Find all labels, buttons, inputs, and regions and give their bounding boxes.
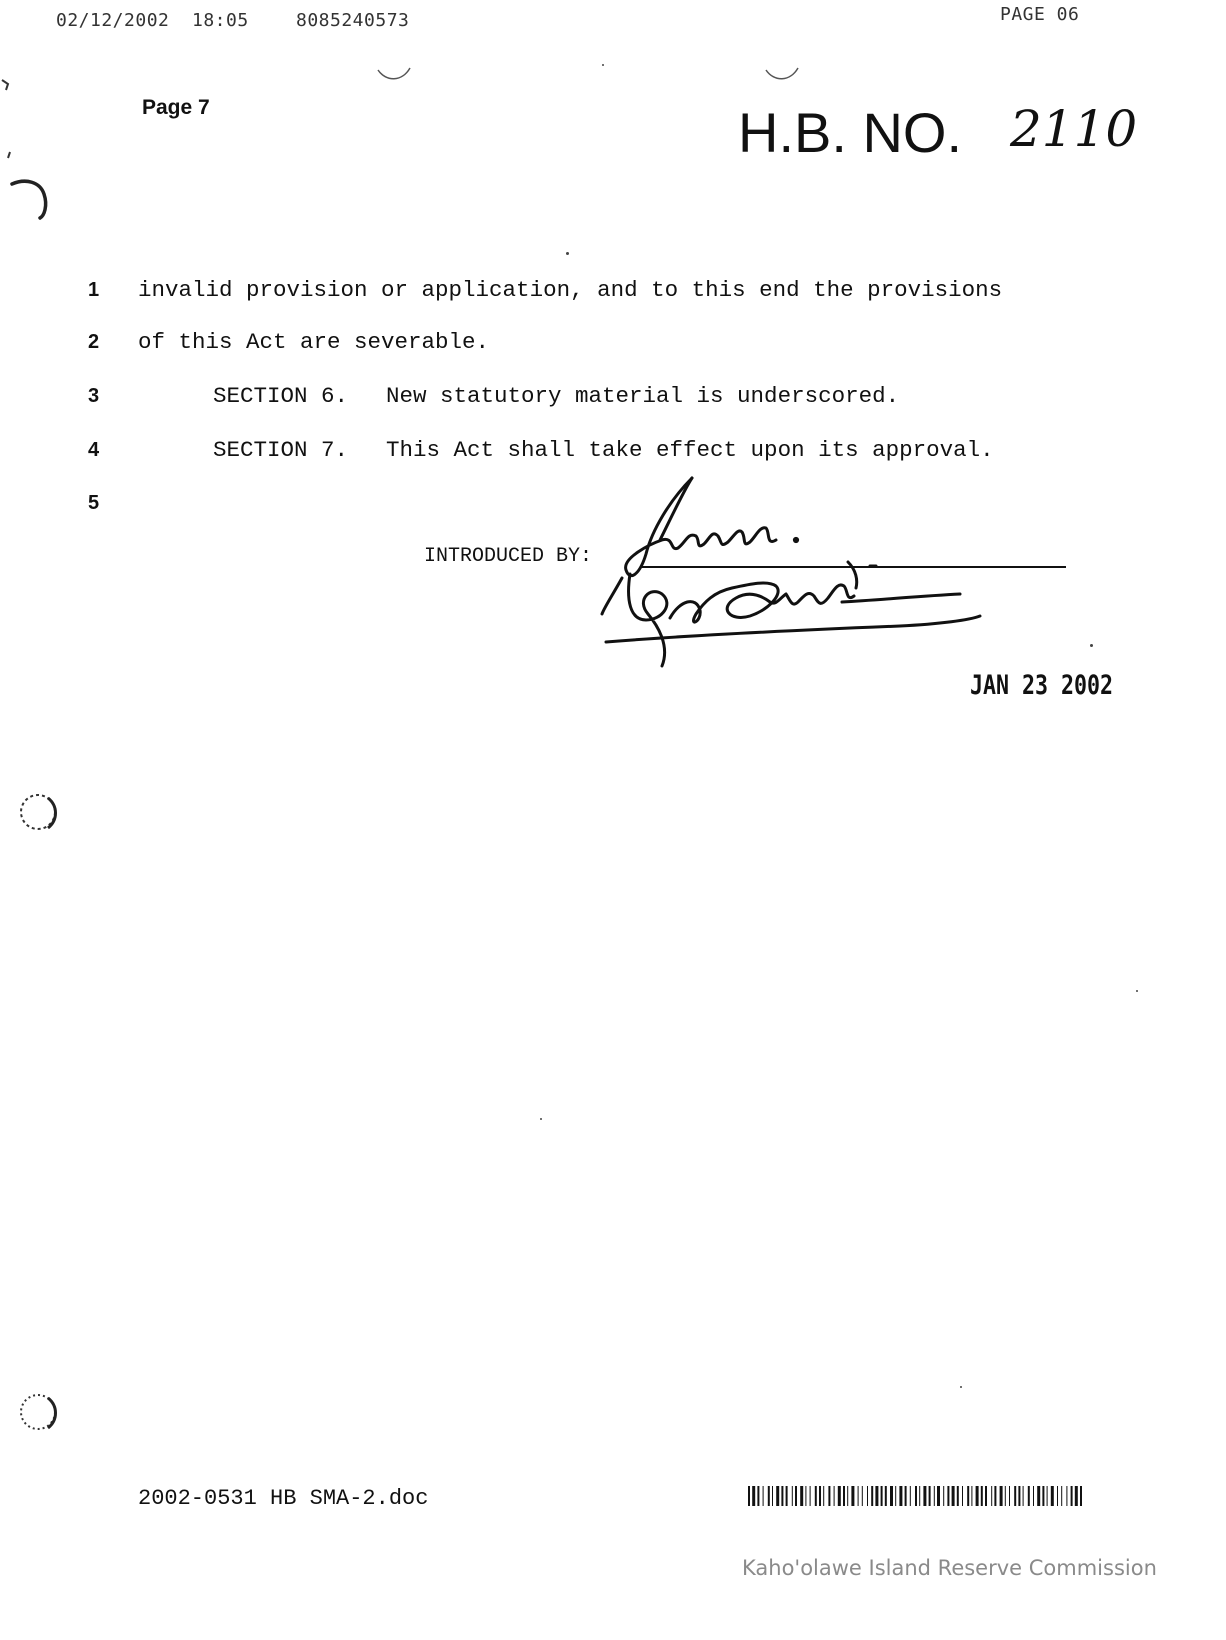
- barcode-bar: [781, 1486, 783, 1506]
- barcode-bar: [899, 1486, 902, 1506]
- barcode-bar: [1071, 1486, 1073, 1506]
- scan-speck: [566, 252, 569, 255]
- scan-speck: [1136, 990, 1138, 992]
- barcode-bar: [937, 1486, 940, 1506]
- barcode-bar: [1028, 1486, 1030, 1506]
- barcode-bar: [752, 1486, 755, 1506]
- barcode-bar: [1075, 1486, 1078, 1506]
- barcode-bar: [768, 1486, 770, 1506]
- barcode-bar: [1051, 1486, 1054, 1506]
- barcode-bar: [976, 1486, 979, 1506]
- signature-2: [602, 562, 960, 666]
- barcode-bar: [971, 1486, 972, 1506]
- fax-page-number: PAGE 06: [1000, 4, 1080, 25]
- barcode-bar: [952, 1486, 955, 1506]
- barcode-bar: [934, 1486, 935, 1506]
- barcode-bar: [834, 1486, 835, 1506]
- scan-speck: [1090, 644, 1093, 647]
- line-number: 2: [88, 331, 100, 353]
- barcode-bar: [828, 1486, 830, 1506]
- introduced-by-label: INTRODUCED BY:: [424, 545, 593, 568]
- barcode-bar: [905, 1486, 907, 1506]
- barcode-bar: [943, 1486, 944, 1506]
- barcode-bar: [795, 1486, 797, 1506]
- barcode-bar: [947, 1486, 949, 1506]
- section-label: SECTION 6.: [213, 383, 349, 409]
- bill-number: 2110: [1010, 100, 1138, 158]
- barcode-bar: [862, 1486, 863, 1506]
- barcode-bar: [1009, 1486, 1010, 1506]
- barcode-bar: [843, 1486, 845, 1506]
- barcode-bar: [957, 1486, 959, 1506]
- barcode-bar: [858, 1486, 859, 1506]
- barcode-bar: [962, 1486, 963, 1506]
- barcode-bar: [776, 1486, 779, 1506]
- barcode-bar: [792, 1486, 793, 1506]
- barcode-bar: [1080, 1486, 1082, 1506]
- fax-time: 18:05: [192, 10, 249, 31]
- barcode-bar: [847, 1486, 848, 1506]
- line-number: 1: [88, 279, 100, 301]
- barcode-bar: [871, 1486, 873, 1506]
- barcode-bar: [1042, 1486, 1044, 1506]
- barcode-bar: [981, 1486, 983, 1506]
- barcode-bar: [819, 1486, 821, 1506]
- barcode-bar: [1047, 1486, 1048, 1506]
- punch-hole-mark: [14, 1388, 64, 1438]
- barcode-bar: [1066, 1486, 1067, 1506]
- document-id: 2002-0531 HB SMA-2.doc: [138, 1486, 429, 1511]
- barcode-bar: [772, 1486, 773, 1506]
- scan-speck: [960, 1386, 962, 1388]
- barcode-bar: [1061, 1486, 1062, 1506]
- line-text: of this Act are severable.: [138, 329, 490, 355]
- section-label: SECTION 7.: [213, 437, 349, 463]
- barcode-bar: [919, 1486, 920, 1506]
- barcode-bar: [1057, 1486, 1058, 1506]
- page-label: Page 7: [142, 96, 210, 119]
- signature-1: [626, 478, 776, 576]
- bill-title: H.B. NO.: [738, 101, 963, 164]
- barcode-bar: [890, 1486, 893, 1506]
- barcode-bar: [985, 1486, 987, 1506]
- line-number: 3: [88, 385, 100, 407]
- line-number: 4: [88, 439, 100, 461]
- punch-hole-mark: [6, 176, 56, 226]
- punch-hole-mark: [14, 788, 64, 838]
- barcode-bar: [895, 1486, 896, 1506]
- signatures: [600, 470, 1020, 680]
- section-text: New statutory material is underscored.: [386, 383, 900, 409]
- barcode-bar: [1037, 1486, 1040, 1506]
- barcode-bar: [800, 1486, 803, 1506]
- barcode-bar: [1033, 1486, 1034, 1506]
- barcode-bar: [885, 1486, 887, 1506]
- section-text: This Act shall take effect upon its approval.: [386, 437, 994, 463]
- scan-speck: [540, 1118, 542, 1120]
- barcode: [748, 1486, 1084, 1506]
- edge-mark: [0, 76, 20, 166]
- barcode-bar: [748, 1486, 750, 1506]
- barcode-bar: [991, 1486, 992, 1506]
- barcode-bar: [805, 1486, 806, 1506]
- barcode-bar: [967, 1486, 969, 1506]
- barcode-bar: [1023, 1486, 1024, 1506]
- barcode-bar: [929, 1486, 931, 1506]
- barcode-bar: [875, 1486, 878, 1506]
- barcode-bar: [1018, 1486, 1020, 1506]
- barcode-bar: [823, 1486, 824, 1506]
- barcode-bar: [1014, 1486, 1016, 1506]
- barcode-bar: [881, 1486, 883, 1506]
- scan-speck: [602, 64, 604, 66]
- barcode-bar: [1000, 1486, 1003, 1506]
- date-received-stamp: JAN 23 2002: [970, 670, 1114, 701]
- fax-date: 02/12/2002: [56, 10, 170, 31]
- fax-number: 8085240573: [296, 10, 410, 31]
- barcode-bar: [763, 1486, 764, 1506]
- barcode-bar: [923, 1486, 926, 1506]
- line-number: 5: [88, 492, 100, 514]
- barcode-bar: [910, 1486, 911, 1506]
- watermark: Kaho'olawe Island Reserve Commission: [742, 1556, 1157, 1580]
- line-text: invalid provision or application, and to this end the provisions: [138, 277, 1003, 303]
- barcode-bar: [815, 1486, 817, 1506]
- barcode-bar: [851, 1486, 854, 1506]
- barcode-bar: [786, 1486, 788, 1506]
- barcode-bar: [810, 1486, 811, 1506]
- barcode-bar: [867, 1486, 868, 1506]
- barcode-bar: [994, 1486, 996, 1506]
- barcode-bar: [915, 1486, 917, 1506]
- barcode-bar: [757, 1486, 759, 1506]
- barcode-bar: [1005, 1486, 1006, 1506]
- punch-hole-mark: [762, 62, 802, 86]
- punch-hole-mark: [374, 62, 414, 86]
- barcode-bar: [838, 1486, 841, 1506]
